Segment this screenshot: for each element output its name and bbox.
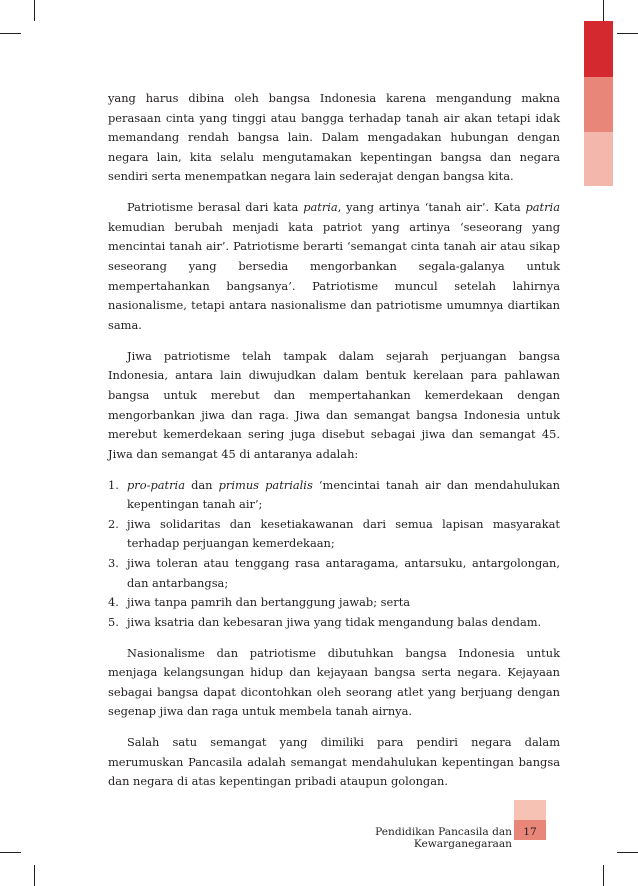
chapter-tab-mid <box>584 77 613 132</box>
crop-mark <box>603 865 604 886</box>
crop-mark <box>34 0 35 21</box>
list-item: 5. jiwa ksatria dan kebesaran jiwa yang tidak mengandung balas dendam. <box>108 614 542 629</box>
crop-mark <box>34 865 35 886</box>
paragraph: Nasionalisme dan patriotisme dibutuhkan bangsa Indonesia untuk menjaga kelangsungan hidup dan kejayaan bangsa serta negara. Kejayaan sebagai bangsa dapat dicontohkan oleh seorang atlet yang berjuang dengan segenap jiwa dan raga untuk membela tanah airnya. <box>108 645 560 719</box>
paragraph: Jiwa patriotisme telah tampak dalam sejarah perjuangan bangsa Indonesia, antara lain diwujudkan dalam bentuk kerelaan para pahlawan bangsa untuk merebut dan mempertahankan kemerdekaan dengan mengorbankan jiwa dan raga. Jiwa dan semangat bangsa Indonesia untuk merebut kemerdekaan sering juga disebut sebagai jiwa dan semangat 45. Jiwa dan semangat 45 di antaranya adalah: <box>108 348 560 461</box>
paragraph: yang harus dibina oleh bangsa Indonesia karena mengandung makna perasaan cinta yang tinggi atau bangga terhadap tanah air akan tetapi idak memandang rendah bangsa lain. Dalam mengadakan hubungan dengan negara lain, kita selalu mengutamakan kepentingan bangsa dan negara sendiri serta menempatkan negara lain sederajat dengan bangsa kita. <box>108 91 560 184</box>
spirit-45-list <box>108 476 560 633</box>
paragraph: Salah satu semangat yang dimiliki para pendiri negara dalam merumuskan Pancasila adalah semangat mendahulukan kepentingan bangsa dan negara di atas kepentingan pribadi ataupun golongan. <box>108 735 560 789</box>
body-text <box>108 89 560 803</box>
list-item: 1. pro-patria dan primus patrialis ‘mencintai tanah air dan mendahulukan kepentingan tanah air’; <box>108 477 561 512</box>
page-number: 17 <box>523 826 537 838</box>
footer-book-title: Pendidikan Pancasila dan Kewarganegaraan <box>375 826 512 850</box>
list-item: 2. jiwa solidaritas dan kesetiakawanan dari semua lapisan masyarakat terhadap perjuangan kemerdekaan; <box>108 516 560 551</box>
crop-mark <box>0 33 21 34</box>
crop-mark <box>603 0 604 21</box>
footer-tab-upper <box>514 800 546 820</box>
list-item: 3. jiwa toleran atau tenggang rasa antaragama, antarsuku, antargolongan, dan antarbangsa; <box>108 555 560 590</box>
crop-mark <box>0 852 21 853</box>
paragraph: Patriotisme berasal dari kata patria, yang artinya ‘tanah air’. Kata patria kemudian berubah menjadi kata patriot yang artinya ‘seseorang yang mencintai tanah air’. Patriotisme berarti ‘semangat cinta tanah air atau sikap seseorang yang bersedia mengorbankan segala-galanya untuk mempertahankan bangsanya’. Patriotisme muncul setelah lahirnya nasionalisme, tetapi antara nasionalisme dan patriotisme umumnya diartikan sama. <box>108 200 560 332</box>
chapter-tab-light <box>584 132 613 186</box>
crop-mark <box>617 33 638 34</box>
crop-mark <box>617 852 638 853</box>
list-item: 4. jiwa tanpa pamrih dan bertanggung jawab; serta <box>108 595 411 610</box>
chapter-tab-dark <box>584 21 613 77</box>
